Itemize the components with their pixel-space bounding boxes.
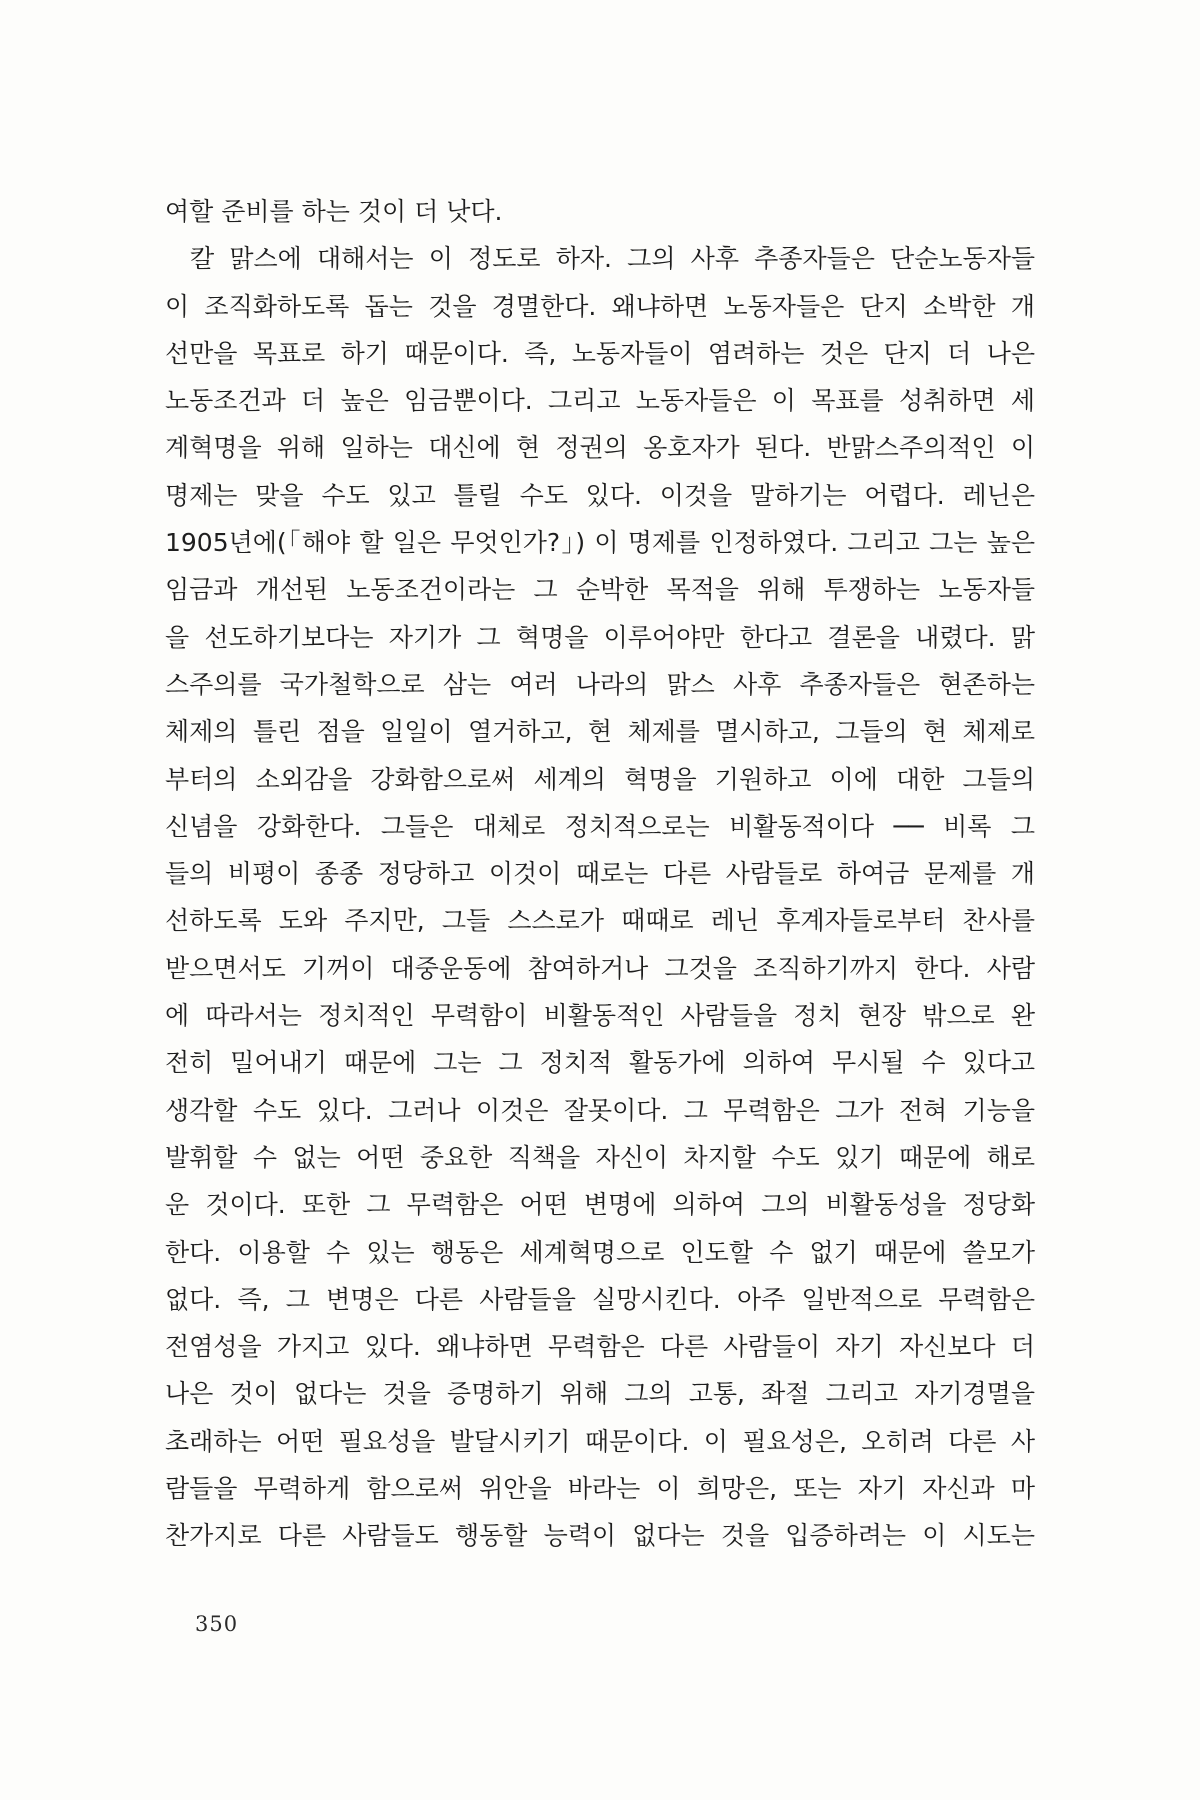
text-line: 찬가지로 다른 사람들도 행동할 능력이 없다는 것을 입증하려는 이 시도는 [165,1521,1035,1551]
text-line: 받으면서도 기꺼이 대중운동에 참여하거나 그것을 조직하기까지 한다. 사람 [165,953,1035,983]
text-line: 람들을 무력하게 함으로써 위안을 바라는 이 희망은, 또는 자기 자신과 마 [165,1474,1035,1504]
text-line: 여할 준비를 하는 것이 더 낫다. [165,197,503,226]
text-line: 생각할 수도 있다. 그러나 이것은 잘못이다. 그 무력함은 그가 전혀 기능을 [165,1095,1035,1125]
text-line: 이 조직화하도록 돕는 것을 경멸한다. 왜냐하면 노동자들은 단지 소박한 개 [165,291,1035,321]
text-line: 에 따라서는 정치적인 무력함이 비활동적인 사람들을 정치 현장 밖으로 완 [165,1001,1035,1031]
text-line: 칼 맑스에 대해서는 이 정도로 하자. 그의 사후 추종자들은 단순노동자들 [190,244,1035,274]
text-line: 계혁명을 위해 일하는 대신에 현 정권의 옹호자가 된다. 반맑스주의적인 이 [165,433,1035,463]
text-line: 초래하는 어떤 필요성을 발달시키기 때문이다. 이 필요성은, 오히려 다른 사 [165,1426,1035,1456]
text-line: 나은 것이 없다는 것을 증명하기 위해 그의 고통, 좌절 그리고 자기경멸을 [165,1379,1035,1409]
text-line: 운 것이다. 또한 그 무력함은 어떤 변명에 의하여 그의 비활동성을 정당화 [165,1190,1035,1220]
text-line: 없다. 즉, 그 변명은 다른 사람들을 실망시킨다. 아주 일반적으로 무력함은 [165,1284,1035,1314]
text-line: 노동조건과 더 높은 임금뿐이다. 그리고 노동자들은 이 목표를 성취하면 세 [165,386,1035,416]
text-line: 전히 밀어내기 때문에 그는 그 정치적 활동가에 의하여 무시될 수 있다고 [165,1048,1035,1078]
body-text [165,188,1035,1560]
text-line: 부터의 소외감을 강화함으로써 세계의 혁명을 기원하고 이에 대한 그들의 [165,764,1035,794]
text-line: 스주의를 국가철학으로 삼는 여러 나라의 맑스 사후 추종자들은 현존하는 [165,669,1035,699]
text-line: 을 선도하기보다는 자기가 그 혁명을 이루어야만 한다고 결론을 내렸다. 맑 [165,622,1035,652]
text-line: 신념을 강화한다. 그들은 대체로 정치적으로는 비활동적이다 ── 비록 그 [165,811,1035,841]
text-line: 한다. 이용할 수 있는 행동은 세계혁명으로 인도할 수 없기 때문에 쓸모가 [165,1237,1035,1267]
text-line: 명제는 맞을 수도 있고 틀릴 수도 있다. 이것을 말하기는 어렵다. 레닌은 [165,480,1035,510]
page-number: 350 [195,1612,239,1636]
text-line: 전염성을 가지고 있다. 왜냐하면 무력함은 다른 사람들이 자기 자신보다 더 [165,1332,1035,1362]
text-line: 선만을 목표로 하기 때문이다. 즉, 노동자들이 염려하는 것은 단지 더 나은 [165,338,1035,368]
text-line: 1905년에(「해야 할 일은 무엇인가?」) 이 명제를 인정하였다. 그리고 그는 높은 [165,528,1035,558]
text-line: 임금과 개선된 노동조건이라는 그 순박한 목적을 위해 투쟁하는 노동자들 [165,575,1035,605]
text-line: 발휘할 수 없는 어떤 중요한 직책을 자신이 차지할 수도 있기 때문에 해로 [165,1142,1035,1172]
text-line: 들의 비평이 종종 정당하고 이것이 때로는 다른 사람들로 하여금 문제를 개 [165,859,1035,889]
text-line: 선하도록 도와 주지만, 그들 스스로가 때때로 레닌 후계자들로부터 찬사를 [165,906,1035,936]
text-line: 체제의 틀린 점을 일일이 열거하고, 현 체제를 멸시하고, 그들의 현 체제로 [165,717,1035,747]
